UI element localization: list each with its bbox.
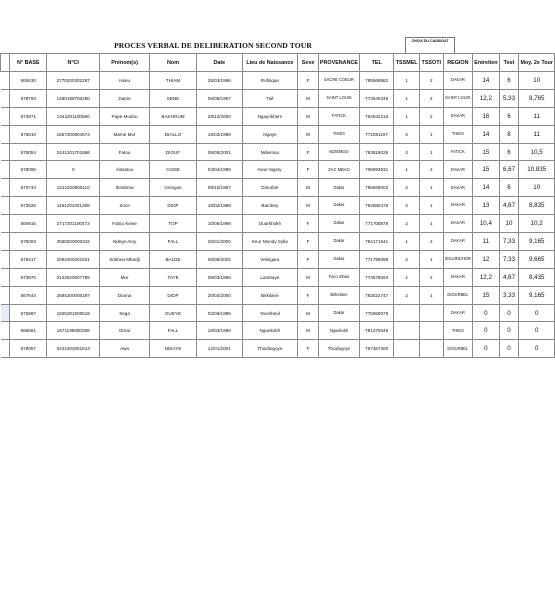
table-cell[interactable]: Ibrahima [100, 179, 150, 197]
table-row[interactable] [1, 250, 555, 268]
column-header[interactable]: Lieu de Naissance [242, 54, 298, 72]
table-cell[interactable]: Dakar [318, 304, 359, 322]
table-cell[interactable]: M [298, 89, 319, 107]
table-cell[interactable] [420, 322, 444, 340]
table-cell[interactable]: 0 [473, 322, 499, 340]
table-cell[interactable]: 2 [420, 107, 444, 125]
table-cell[interactable]: Sega [100, 304, 150, 322]
table-cell[interactable]: 06/05/2001 [197, 143, 243, 161]
table-cell[interactable]: Diourbel [242, 179, 298, 197]
table-cell[interactable]: 1 [420, 125, 444, 143]
table-cell[interactable]: THIES [443, 125, 473, 143]
table-cell[interactable]: 2770200302287 [47, 72, 100, 90]
table-cell[interactable]: 10 [519, 72, 555, 90]
table-cell[interactable]: BALDE [150, 250, 197, 268]
row-header[interactable] [1, 233, 10, 251]
table-cell[interactable]: Mor [100, 268, 150, 286]
table-cell[interactable]: 773645346 [359, 89, 393, 107]
table-cell[interactable]: Nguekokh [242, 322, 298, 340]
table-cell[interactable]: DAKAR [443, 215, 473, 233]
table-cell[interactable]: 785569003 [359, 179, 393, 197]
table-cell[interactable]: FATICK [443, 143, 473, 161]
table-row[interactable] [1, 322, 555, 340]
table-cell[interactable]: 678090 [10, 161, 47, 179]
table-cell[interactable]: 2 [420, 72, 444, 90]
table-cell[interactable]: 0 [47, 161, 100, 179]
table-cell[interactable]: 2 [420, 268, 444, 286]
row-header[interactable] [1, 304, 10, 322]
table-cell[interactable]: 2 [394, 143, 420, 161]
table-cell[interactable]: 2 [394, 179, 420, 197]
table-cell[interactable]: 1567200904674 [47, 125, 100, 143]
table-cell[interactable]: 669430 [10, 72, 47, 90]
table-cell[interactable]: Dakar [318, 250, 359, 268]
row-header[interactable] [1, 250, 10, 268]
table-cell[interactable]: 1 [394, 233, 420, 251]
table-cell[interactable]: 1442201100580 [47, 107, 100, 125]
table-cell[interactable]: 673971 [10, 107, 47, 125]
column-header[interactable]: N° BASE [10, 54, 47, 72]
table-cell[interactable]: Dakar [318, 179, 359, 197]
table-cell[interactable]: Thiodiogoye [318, 340, 359, 358]
table-cell[interactable]: 0 [499, 304, 519, 322]
table-cell[interactable]: 14 [473, 179, 499, 197]
table-cell[interactable]: 6 [499, 143, 519, 161]
table-cell[interactable]: Dakar [318, 197, 359, 215]
table-cell[interactable]: 15/02/1998 [197, 197, 243, 215]
column-header[interactable]: Nom [150, 54, 197, 72]
table-cell[interactable]: 9,665 [519, 250, 555, 268]
table-cell[interactable]: Dakar [318, 233, 359, 251]
table-cell[interactable]: 14 [473, 125, 499, 143]
table-cell[interactable]: BAKHOUM [150, 107, 197, 125]
table-cell[interactable]: THIAM [150, 72, 197, 90]
table-cell[interactable]: 04/04/1998 [197, 161, 243, 179]
table-cell[interactable]: 3,33 [499, 286, 519, 304]
table-cell[interactable]: F [298, 286, 319, 304]
table-cell[interactable]: 1 [420, 143, 444, 161]
table-cell[interactable]: 0 [499, 340, 519, 358]
row-header[interactable] [1, 161, 10, 179]
table-cell[interactable]: ZIGUINCHOR [443, 250, 473, 268]
table-cell[interactable]: CISSE [150, 161, 197, 179]
table-cell[interactable]: 6,67 [499, 161, 519, 179]
table-cell[interactable]: 0 [473, 304, 499, 322]
table-cell[interactable]: 2441201701686 [47, 143, 100, 161]
table-cell[interactable]: 762680478 [359, 197, 393, 215]
row-header[interactable] [1, 143, 10, 161]
table-cell[interactable]: Keur Moody Sylla [242, 233, 298, 251]
table-cell[interactable]: Birkilane [242, 286, 298, 304]
table-row[interactable] [1, 197, 555, 215]
table-cell[interactable]: 771708879 [359, 215, 393, 233]
table-cell[interactable]: 2 [394, 215, 420, 233]
column-header[interactable]: TSSMEL [394, 54, 420, 72]
column-header[interactable]: Entretien [473, 54, 499, 72]
table-cell[interactable]: DAKAR [443, 72, 473, 90]
table-cell[interactable]: 0 [519, 340, 555, 358]
table-cell[interactable]: M [298, 322, 319, 340]
table-cell[interactable]: F [298, 215, 319, 233]
table-cell[interactable]: 1925201600519 [47, 304, 100, 322]
table-cell[interactable]: DIOP [150, 286, 197, 304]
table-row[interactable] [1, 125, 555, 143]
table-cell[interactable]: F [298, 72, 319, 90]
table-cell[interactable]: 784942216 [359, 107, 393, 125]
table-cell[interactable]: 673525 [10, 197, 47, 215]
choice-header: CHOIX DU CANDIDAT [405, 37, 455, 53]
table-cell[interactable]: 12/01/2001 [197, 340, 243, 358]
table-cell[interactable]: 675003 [10, 233, 47, 251]
table-cell[interactable]: DIOP [150, 197, 197, 215]
table-cell[interactable]: FALL [150, 233, 197, 251]
table-cell[interactable]: 785568882 [359, 72, 393, 90]
table-cell[interactable]: DIOURBEL [443, 286, 473, 304]
table-cell[interactable]: Dakar [318, 215, 359, 233]
table-cell[interactable]: M [298, 107, 319, 125]
table-cell[interactable]: FATICK [318, 107, 359, 125]
table-cell[interactable]: 6 [499, 107, 519, 125]
row-header[interactable] [1, 72, 10, 90]
table-cell[interactable]: 2560200000342 [47, 233, 100, 251]
table-cell[interactable]: 4,67 [499, 197, 519, 215]
table-cell[interactable]: 2 [394, 125, 420, 143]
table-cell[interactable]: 03/06/1996 [197, 304, 243, 322]
table-cell[interactable] [420, 340, 444, 358]
row-header[interactable] [1, 322, 10, 340]
table-cell[interactable]: 15 [473, 286, 499, 304]
table-cell[interactable]: 774578093 [359, 268, 393, 286]
table-cell[interactable]: Ngayokhem [242, 107, 298, 125]
table-cell[interactable]: GUEYE [150, 304, 197, 322]
table-cell[interactable]: 0 [499, 322, 519, 340]
table-cell[interactable]: Mame Mor [100, 125, 150, 143]
table-cell[interactable]: DIALLO [150, 125, 197, 143]
table-cell[interactable]: SAINT LOUIS [443, 89, 473, 107]
table-cell[interactable]: 11 [519, 107, 555, 125]
table-cell[interactable]: 1 [394, 72, 420, 90]
row-header-corner [1, 54, 10, 72]
table-cell[interactable]: 1 [420, 250, 444, 268]
column-header[interactable]: Moy. 2e Tour [519, 54, 555, 72]
table-cell[interactable]: M [298, 268, 319, 286]
table-cell[interactable]: 2717201100472 [47, 215, 100, 233]
deliberation-table [0, 53, 555, 358]
table-cell[interactable]: 4,67 [499, 268, 519, 286]
table-cell[interactable]: NDIAYE [150, 340, 197, 358]
table-cell[interactable]: Pape Modou [100, 107, 150, 125]
table-cell[interactable]: 2 [420, 161, 444, 179]
row-header[interactable] [1, 125, 10, 143]
table-cell[interactable]: Ouarkhokh [242, 215, 298, 233]
table-cell[interactable]: 784171641 [359, 233, 393, 251]
table-cell[interactable]: 670744 [10, 179, 47, 197]
table-row[interactable] [1, 161, 555, 179]
table-cell[interactable]: 26/01/2000 [197, 233, 243, 251]
table-cell[interactable]: 28/12/2000 [197, 107, 243, 125]
table-cell[interactable]: 782522747 [359, 286, 393, 304]
table-cell[interactable]: DAKAR [443, 233, 473, 251]
row-header[interactable] [1, 268, 10, 286]
table-cell[interactable]: THIES [443, 322, 473, 340]
table-row[interactable] [1, 233, 555, 251]
table-cell[interactable]: 1480199700280 [47, 89, 100, 107]
table-cell[interactable]: 6 [499, 72, 519, 90]
table-cell[interactable]: 679417 [10, 250, 47, 268]
table-row[interactable] [1, 107, 555, 125]
table-cell[interactable]: 10 [519, 179, 555, 197]
table-cell[interactable]: 771795098 [359, 250, 393, 268]
table-cell[interactable]: 06/05/1997 [197, 89, 243, 107]
table-cell[interactable]: 2052200201501 [47, 250, 100, 268]
row-header[interactable] [1, 286, 10, 304]
table-cell[interactable]: 1 [394, 268, 420, 286]
table-cell[interactable]: M [298, 125, 319, 143]
table-cell[interactable]: ZAC MBAO [318, 161, 359, 179]
column-header[interactable]: REGION [443, 54, 473, 72]
table-cell[interactable]: 18/03/1998 [197, 125, 243, 143]
table-cell[interactable]: 675054 [10, 143, 47, 161]
table-cell[interactable]: 1 [394, 161, 420, 179]
table-cell[interactable]: Taif [242, 89, 298, 107]
table-cell[interactable]: 0 [519, 322, 555, 340]
table-cell[interactable]: 678610 [10, 125, 47, 143]
table-cell[interactable]: 7,33 [499, 250, 519, 268]
sheet-title: PROCES VERBAL DE DELIBERATION SECOND TOUR [114, 41, 312, 50]
table-cell[interactable]: 8 [499, 125, 519, 143]
row-header[interactable] [1, 215, 10, 233]
table-cell[interactable]: M [298, 179, 319, 197]
table-cell[interactable] [394, 340, 420, 358]
column-header[interactable]: PROVENANCE [318, 54, 359, 72]
row-header[interactable] [1, 197, 10, 215]
table-cell[interactable]: 781270046 [359, 322, 393, 340]
table-cell[interactable]: 10,2 [519, 215, 555, 233]
table-cell[interactable]: Fatou Kewe [100, 215, 150, 233]
column-header[interactable]: Date [197, 54, 243, 72]
table-cell[interactable]: 20/04/2000 [197, 286, 243, 304]
table-row[interactable] [1, 286, 555, 304]
table-cell[interactable]: 2 [394, 250, 420, 268]
table-cell[interactable]: TAYE [150, 268, 197, 286]
column-header[interactable]: Prénom(s) [100, 54, 150, 72]
table-cell[interactable]: Bambey [242, 197, 298, 215]
column-header[interactable]: Sexe [298, 54, 319, 72]
row-header[interactable] [1, 107, 10, 125]
table-cell[interactable]: DIOURBEL [443, 340, 473, 358]
table-cell[interactable]: Awa [100, 340, 150, 358]
table-cell[interactable]: Aissatou [100, 161, 150, 179]
table-cell[interactable]: Dame [100, 89, 150, 107]
table-cell[interactable] [394, 322, 420, 340]
table-cell[interactable]: F [298, 143, 319, 161]
table-cell[interactable]: M [298, 304, 319, 322]
table-cell[interactable]: F [298, 161, 319, 179]
table-cell[interactable]: 25/03/1996 [197, 72, 243, 90]
table-cell[interactable]: 15 [473, 143, 499, 161]
table-cell[interactable]: F [298, 340, 319, 358]
table-cell[interactable]: 678057 [10, 340, 47, 358]
table-cell[interactable]: 2 [420, 233, 444, 251]
table-cell[interactable]: TOP [150, 215, 197, 233]
table-cell[interactable]: 1671199600288 [47, 322, 100, 340]
table-cell[interactable]: F [298, 233, 319, 251]
table-cell[interactable]: Fatou [100, 143, 150, 161]
table-cell[interactable]: 16 [473, 107, 499, 125]
table-cell[interactable]: 1 [420, 179, 444, 197]
table-cell[interactable]: SENE [150, 89, 197, 107]
table-cell[interactable]: 1 [394, 107, 420, 125]
table-cell[interactable]: 0 [519, 304, 555, 322]
table-cell[interactable]: 14 [473, 72, 499, 90]
table-cell[interactable]: SACRE COEUR [318, 72, 359, 90]
table-cell[interactable]: Soce [100, 197, 150, 215]
table-cell[interactable]: Gningue [150, 179, 197, 197]
table-row[interactable] [1, 143, 555, 161]
table-row[interactable] [1, 179, 555, 197]
table-cell[interactable]: 10 [499, 215, 519, 233]
table-row[interactable] [1, 268, 555, 286]
table-cell[interactable]: DAKAR [443, 161, 473, 179]
table-cell[interactable]: Omar [100, 322, 150, 340]
table-cell[interactable]: DAKAR [443, 197, 473, 215]
table-cell[interactable]: 1 [394, 89, 420, 107]
table-cell[interactable]: 2 [420, 89, 444, 107]
table-cell[interactable]: DAKAR [443, 268, 473, 286]
table-cell[interactable]: Isseu [100, 72, 150, 90]
table-cell[interactable]: Sokhna Mbodji [100, 250, 150, 268]
row-header[interactable] [1, 340, 10, 358]
table-cell[interactable] [394, 304, 420, 322]
table-cell[interactable]: 10/06/1999 [197, 215, 243, 233]
column-header[interactable]: TEL [359, 54, 393, 72]
table-cell[interactable]: 0123920007795 [47, 268, 100, 286]
table-cell[interactable]: 0222402001013 [47, 340, 100, 358]
row-header[interactable] [1, 89, 10, 107]
table-row[interactable] [1, 340, 555, 358]
table-cell[interactable]: 1 [420, 215, 444, 233]
table-cell[interactable]: 8,835 [519, 197, 555, 215]
table-cell[interactable]: THIES [318, 125, 359, 143]
table-row[interactable] [1, 72, 555, 90]
table-cell[interactable]: Diama [100, 286, 150, 304]
table-cell[interactable]: 18/03/1996 [197, 322, 243, 340]
table-cell[interactable]: NDIEMOU [318, 143, 359, 161]
table-cell[interactable]: 5,33 [499, 89, 519, 107]
table-cell[interactable]: 2594200000197 [47, 286, 100, 304]
table-cell[interactable]: FALL [150, 322, 197, 340]
table-cell[interactable]: 1 [420, 197, 444, 215]
table-cell[interactable]: Rufisque [242, 72, 298, 90]
table-cell[interactable]: 1191201001298 [47, 197, 100, 215]
table-cell[interactable]: 08/03/1995 [197, 268, 243, 286]
table-cell[interactable]: 767367400 [359, 340, 393, 358]
table-cell[interactable]: 2 [394, 197, 420, 215]
table-cell[interactable]: Thiodiogoye [242, 340, 298, 358]
table-cell[interactable]: F [298, 250, 319, 268]
table-cell[interactable]: 678793 [10, 89, 47, 107]
table-cell[interactable]: Faco mbao [318, 268, 359, 286]
table-cell[interactable]: 10,5 [519, 143, 555, 161]
row-header[interactable] [1, 179, 10, 197]
table-cell[interactable]: 656661 [10, 322, 47, 340]
table-cell[interactable]: Lambaye [242, 268, 298, 286]
table-cell[interactable]: 10,835 [519, 161, 555, 179]
table-cell[interactable]: 7,33 [499, 233, 519, 251]
table-cell[interactable]: Velingara [242, 250, 298, 268]
table-cell[interactable]: 771591197 [359, 125, 393, 143]
table-cell[interactable]: 660916 [10, 215, 47, 233]
table-cell[interactable]: Yeumbeul [242, 304, 298, 322]
table-cell[interactable]: DAKAR [443, 304, 473, 322]
table-cell[interactable]: 667644 [10, 286, 47, 304]
table-cell[interactable]: 12,2 [473, 268, 499, 286]
table-cell[interactable] [420, 304, 444, 322]
table-cell[interactable]: 10,4 [473, 215, 499, 233]
table-cell[interactable]: 675887 [10, 304, 47, 322]
table-cell[interactable]: 15 [473, 161, 499, 179]
table-row[interactable] [1, 215, 555, 233]
table-cell[interactable]: 12 [473, 250, 499, 268]
table-cell[interactable]: 8,435 [519, 268, 555, 286]
column-header[interactable]: N°CI [47, 54, 100, 72]
table-cell[interactable]: 9,165 [519, 233, 555, 251]
table-cell[interactable]: DIOUF [150, 143, 197, 161]
table-cell[interactable]: 673670 [10, 268, 47, 286]
table-cell[interactable]: 2 [394, 286, 420, 304]
table-cell[interactable]: 06/08/2002 [197, 250, 243, 268]
table-cell[interactable]: 783819026 [359, 143, 393, 161]
table-cell[interactable]: 13 [473, 197, 499, 215]
table-body [1, 72, 555, 358]
table-cell[interactable]: M [298, 197, 319, 215]
table-row[interactable] [1, 304, 555, 322]
table-cell[interactable]: 775950079 [359, 304, 393, 322]
table-cell[interactable]: 09/10/1987 [197, 179, 243, 197]
table-cell[interactable]: SAINT LOUIS [318, 89, 359, 107]
table-cell[interactable]: 6 [499, 179, 519, 197]
table-cell[interactable]: 9,165 [519, 286, 555, 304]
table-cell[interactable]: Nguekokh [318, 322, 359, 340]
table-cell[interactable]: DAKAR [443, 179, 473, 197]
table-row[interactable] [1, 89, 555, 107]
table-cell[interactable]: 1212200800110 [47, 179, 100, 197]
table-cell[interactable]: 11 [519, 125, 555, 143]
table-cell[interactable]: 706993931 [359, 161, 393, 179]
table-cell[interactable]: Ngaye [242, 125, 298, 143]
table-cell[interactable]: Ndeye Amy [100, 233, 150, 251]
header-row [1, 54, 555, 72]
table-cell[interactable]: Ndiemou [242, 143, 298, 161]
table-cell[interactable]: 11 [473, 233, 499, 251]
table-cell[interactable]: DAKAR [443, 107, 473, 125]
table-cell[interactable]: Keur Ngary [242, 161, 298, 179]
table-cell[interactable]: 12,2 [473, 89, 499, 107]
column-header[interactable]: Test [499, 54, 519, 72]
table-cell[interactable]: 1 [420, 286, 444, 304]
table-cell[interactable]: Birkelane [318, 286, 359, 304]
table-cell[interactable]: 0 [473, 340, 499, 358]
table-cell[interactable]: 8,765 [519, 89, 555, 107]
column-header[interactable]: TSSOTI [420, 54, 444, 72]
